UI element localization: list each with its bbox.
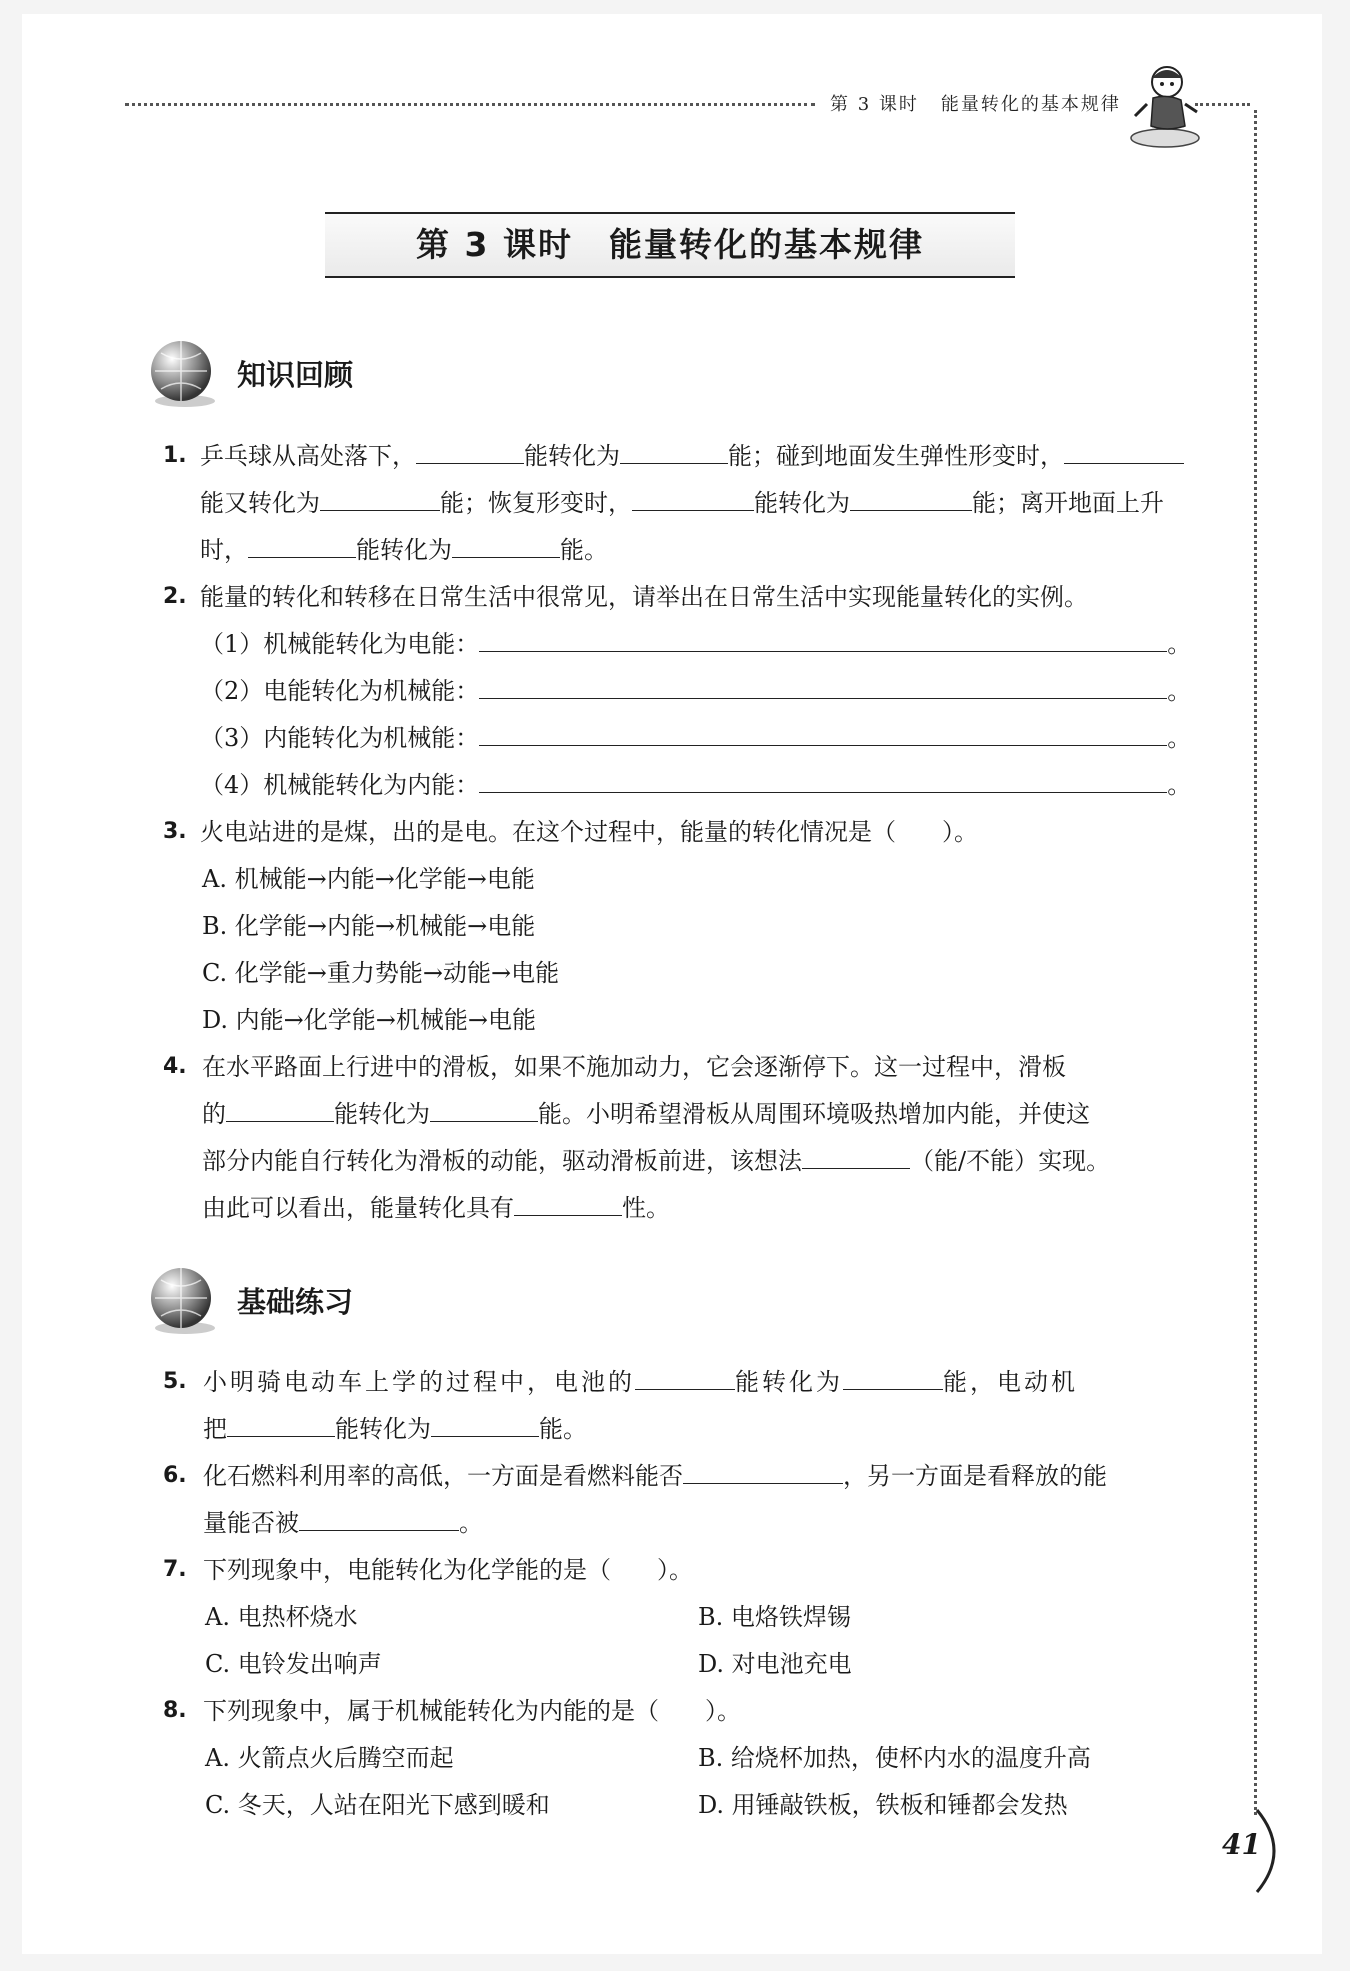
q3-option-d[interactable]: D. 内能→化学能→机械能→电能 xyxy=(202,1006,536,1034)
q5-blank-1[interactable] xyxy=(635,1367,735,1390)
q5-blank-4[interactable] xyxy=(431,1414,539,1437)
q1-blank-5[interactable] xyxy=(632,488,754,511)
q8-stem-end: ）。 xyxy=(705,1697,741,1725)
q8-option-a[interactable]: A. 火箭点火后腾空而起 xyxy=(205,1744,454,1772)
q8-stem-text: 下列现象中，属于机械能转化为内能的是（ xyxy=(203,1697,659,1725)
q4-text: 的 xyxy=(202,1100,226,1128)
mascot-illustration xyxy=(1125,60,1205,150)
q5-text: 能，电动机 xyxy=(943,1368,1078,1396)
q6-text: 化石燃料利用率的高低，一方面是看燃料能否 xyxy=(203,1462,683,1490)
q4-text: 能。小明希望滑板从周围环境吸热增加内能，并使这 xyxy=(538,1100,1090,1128)
header-topic: 能量转化的基本规律 xyxy=(940,94,1121,115)
q6-number: 6. xyxy=(163,1463,187,1488)
q1-line3 xyxy=(200,535,608,565)
q7-option-a[interactable]: A. 电热杯烧水 xyxy=(205,1603,358,1631)
q6-line1 xyxy=(203,1461,1107,1491)
lesson-title xyxy=(325,212,1015,278)
q2-end: 。 xyxy=(1167,630,1192,658)
q7-stem-end: ）。 xyxy=(657,1556,693,1584)
q2-item-3 xyxy=(200,723,1191,753)
q1-blank-6[interactable] xyxy=(850,488,972,511)
q2-item-label: （3）内能转化为机械能： xyxy=(200,724,480,752)
q2-end: 。 xyxy=(1167,724,1192,752)
q3-stem-end: ）。 xyxy=(942,818,978,846)
title-lesson: 第 3 课时 xyxy=(416,225,573,264)
q8-stem xyxy=(203,1696,741,1726)
q1-blank-7[interactable] xyxy=(248,535,356,558)
q1-line1 xyxy=(200,441,1184,471)
q3-option-b[interactable]: B. 化学能→内能→机械能→电能 xyxy=(202,912,536,940)
q2-number: 2. xyxy=(163,584,187,609)
q7-option-c[interactable]: C. 电铃发出响声 xyxy=(205,1650,382,1678)
q2-item-label: （4）机械能转化为内能： xyxy=(200,771,480,799)
running-header xyxy=(830,90,1121,116)
q1-text: 能。 xyxy=(560,536,608,564)
q5-text: 能转化为 xyxy=(735,1368,843,1396)
globe-icon xyxy=(145,335,225,415)
q1-text: 能；离开地面上升 xyxy=(972,489,1164,517)
q7-option-b[interactable]: B. 电烙铁焊锡 xyxy=(698,1603,851,1631)
q6-blank-1[interactable] xyxy=(683,1461,843,1484)
section-title-review: 知识回顾 xyxy=(237,358,354,392)
q5-number: 5. xyxy=(163,1369,187,1394)
q2-item-4 xyxy=(200,770,1191,800)
q4-text: 由此可以看出，能量转化具有 xyxy=(202,1194,514,1222)
q2-answer-line-2[interactable] xyxy=(479,676,1167,699)
section-title-practice: 基础练习 xyxy=(237,1285,354,1319)
q5-line1 xyxy=(203,1367,1078,1397)
q3-number: 3. xyxy=(163,819,187,844)
side-dotted-rule xyxy=(1254,110,1257,1815)
q5-text: 小明骑电动车上学的过程中，电池的 xyxy=(203,1368,635,1396)
q1-text: 能；恢复形变时， xyxy=(440,489,632,517)
q7-stem-text: 下列现象中，电能转化为化学能的是（ xyxy=(203,1556,611,1584)
q4-text: （能/不能）实现。 xyxy=(910,1147,1111,1175)
page-number-arc xyxy=(1255,1806,1295,1896)
q3-option-c[interactable]: C. 化学能→重力势能→动能→电能 xyxy=(202,959,560,987)
q1-blank-4[interactable] xyxy=(320,488,440,511)
q1-text: 能；碰到地面发生弹性形变时， xyxy=(728,442,1064,470)
q4-line4 xyxy=(202,1193,670,1223)
q1-text: 乒乓球从高处落下， xyxy=(200,442,416,470)
q2-answer-line-1[interactable] xyxy=(479,629,1167,652)
q1-line2 xyxy=(200,488,1164,518)
q4-blank-1[interactable] xyxy=(226,1099,334,1122)
header-dotted-rule xyxy=(125,103,815,106)
q2-item-1 xyxy=(200,629,1191,659)
q1-text: 能转化为 xyxy=(356,536,452,564)
q3-stem-text: 火电站进的是煤，出的是电。在这个过程中，能量的转化情况是（ xyxy=(200,818,896,846)
q1-text: 能转化为 xyxy=(524,442,620,470)
q4-line2 xyxy=(202,1099,1090,1129)
q4-line3 xyxy=(202,1146,1110,1176)
q3-option-a[interactable]: A. 机械能→内能→化学能→电能 xyxy=(202,865,535,893)
q2-end: 。 xyxy=(1167,677,1192,705)
q1-text: 能又转化为 xyxy=(200,489,320,517)
q5-text: 能。 xyxy=(539,1415,587,1443)
q1-blank-1[interactable] xyxy=(416,441,524,464)
page-number: 41 xyxy=(1222,1828,1261,1861)
q1-text: 时， xyxy=(200,536,248,564)
q1-blank-3[interactable] xyxy=(1064,441,1184,464)
q4-text: 部分内能自行转化为滑板的动能，驱动滑板前进，该想法 xyxy=(202,1147,802,1175)
q5-line2 xyxy=(203,1414,587,1444)
title-topic: 能量转化的基本规律 xyxy=(608,225,924,264)
q5-text: 把 xyxy=(203,1415,227,1443)
q4-text: 能转化为 xyxy=(334,1100,430,1128)
q8-option-c[interactable]: C. 冬天，人站在阳光下感到暖和 xyxy=(205,1791,550,1819)
q5-blank-2[interactable] xyxy=(843,1367,943,1390)
q7-number: 7. xyxy=(163,1557,187,1582)
q2-end: 。 xyxy=(1167,771,1192,799)
q6-text: 。 xyxy=(459,1509,483,1537)
q1-text: 能转化为 xyxy=(754,489,850,517)
q4-blank-2[interactable] xyxy=(430,1099,538,1122)
q4-number: 4. xyxy=(163,1054,187,1079)
header-lesson: 第 3 课时 xyxy=(830,94,919,115)
q2-item-2 xyxy=(200,676,1191,706)
q5-blank-3[interactable] xyxy=(227,1414,335,1437)
q1-blank-2[interactable] xyxy=(620,441,728,464)
q7-stem xyxy=(203,1555,693,1585)
q1-number: 1. xyxy=(163,443,187,468)
q6-text: ，另一方面是看释放的能 xyxy=(843,1462,1107,1490)
q4-blank-4[interactable] xyxy=(514,1193,622,1216)
q8-number: 8. xyxy=(163,1698,187,1723)
q6-blank-2[interactable] xyxy=(299,1508,459,1531)
globe-icon xyxy=(145,1262,225,1342)
q7-option-d[interactable]: D. 对电池充电 xyxy=(698,1650,852,1678)
q2-item-label: （2）电能转化为机械能： xyxy=(200,677,480,705)
q4-text: 性。 xyxy=(622,1194,670,1222)
q8-option-b[interactable]: B. 给烧杯加热，使杯内水的温度升高 xyxy=(698,1744,1091,1772)
q4-line1: 在水平路面上行进中的滑板，如果不施加动力，它会逐渐停下。这一过程中，滑板 xyxy=(202,1053,1066,1081)
q5-text: 能转化为 xyxy=(335,1415,431,1443)
q1-blank-8[interactable] xyxy=(452,535,560,558)
q2-answer-line-3[interactable] xyxy=(479,723,1167,746)
q2-item-label: （1）机械能转化为电能： xyxy=(200,630,480,658)
q8-option-d[interactable]: D. 用锤敲铁板，铁板和锤都会发热 xyxy=(698,1791,1068,1819)
q4-blank-3[interactable] xyxy=(802,1146,910,1169)
q2-stem: 能量的转化和转移在日常生活中很常见，请举出在日常生活中实现能量转化的实例。 xyxy=(200,583,1088,611)
q2-answer-line-4[interactable] xyxy=(479,770,1167,793)
q6-line2 xyxy=(203,1508,483,1538)
q3-stem xyxy=(200,817,978,847)
q6-text: 量能否被 xyxy=(203,1509,299,1537)
